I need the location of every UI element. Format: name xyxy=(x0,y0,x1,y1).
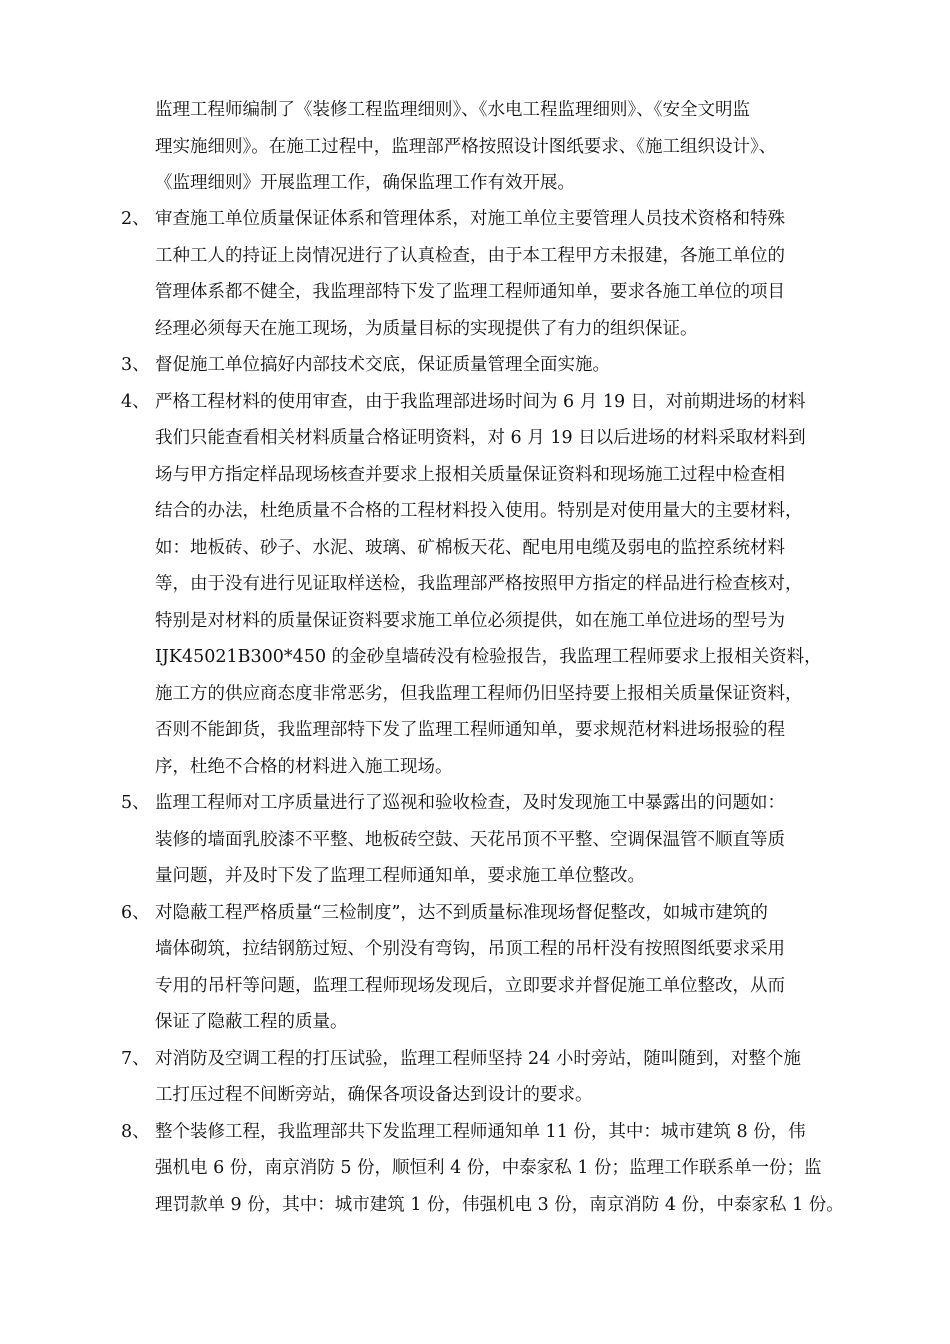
item-line: IJK45021B300*450 的金砂皇墙砖没有检验报告，我监理工程师要求上报相关资料， xyxy=(155,647,822,667)
item-number: 7、 xyxy=(121,1048,150,1069)
intro-paragraph xyxy=(155,92,875,202)
item-number: 8、 xyxy=(121,1121,150,1142)
list-item xyxy=(121,201,881,347)
item-line: 管理体系都不健全，我监理部特下发了监理工程师通知单，要求各施工单位的项目 xyxy=(155,282,785,302)
list-item xyxy=(121,785,881,895)
item-text xyxy=(155,895,881,1041)
item-number: 3、 xyxy=(121,355,150,375)
item-line: 整个装修工程，我监理部共下发监理工程师通知单 11 份，其中：城市建筑 8 份，伟 xyxy=(155,1121,806,1142)
item-line: 对消防及空调工程的打压试验，监理工程师坚持 24 小时旁站，随叫随到，对整个施 xyxy=(155,1048,801,1069)
item-number: 5、 xyxy=(121,793,150,813)
item-text xyxy=(155,1114,881,1224)
item-text xyxy=(155,384,881,786)
item-line: 量问题，并及时下发了监理工程师通知单，要求施工单位整改。 xyxy=(155,866,645,886)
list-item xyxy=(121,384,881,786)
item-text xyxy=(155,1041,881,1114)
item-line: 场与甲方指定样品现场核查并要求上报相关质量保证资料和现场施工过程中检查相 xyxy=(155,464,785,485)
item-text xyxy=(155,347,881,384)
item-line: 序，杜绝不合格的材料进入施工现场。 xyxy=(155,756,453,777)
item-line: 经理必须每天在施工现场，为质量目标的实现提供了有力的组织保证。 xyxy=(155,318,698,339)
item-number: 2、 xyxy=(121,209,150,229)
item-line: 我们只能查看相关材料质量合格证明资料，对 6 月 19 日以后进场的材料采取材料到 xyxy=(155,428,806,448)
item-line: 督促施工单位搞好内部技术交底，保证质量管理全面实施。 xyxy=(155,355,610,375)
item-number: 6、 xyxy=(121,902,150,923)
item-line: 墙体砌筑，拉结钢筋过短、个别没有弯钩，吊顶工程的吊杆没有按照图纸要求采用 xyxy=(155,939,785,959)
item-number: 4、 xyxy=(121,391,150,412)
list-item xyxy=(121,1041,881,1114)
item-line: 工种工人的持证上岗情况进行了认真检查，由于本工程甲方未报建，各施工单位的 xyxy=(155,245,785,266)
item-line: 否则不能卸货，我监理部特下发了监理工程师通知单，要求规范材料进场报验的程 xyxy=(155,720,785,740)
item-line: 专用的吊杆等问题，监理工程师现场发现后，立即要求并督促施工单位整改，从而 xyxy=(155,975,785,996)
item-line: 结合的办法，杜绝质量不合格的工程材料投入使用。特别是对使用量大的主要材料， xyxy=(155,501,803,521)
item-line: 对隐蔽工程严格质量“三检制度”，达不到质量标准现场督促整改，如城市建筑的 xyxy=(155,902,768,923)
item-line: 保证了隐蔽工程的质量。 xyxy=(155,1012,348,1032)
item-text xyxy=(155,785,881,895)
item-text xyxy=(155,201,881,347)
item-line: 工打压过程不间断旁站，确保各项设备达到设计的要求。 xyxy=(155,1085,593,1105)
item-line: 理罚款单 9 份，其中：城市建筑 1 份，伟强机电 3 份，南京消防 4 份，中泰家私 1 份。 xyxy=(155,1194,844,1215)
item-line: 等，由于没有进行见证取样送检，我监理部严格按照甲方指定的样品进行检查核对， xyxy=(155,574,803,594)
item-line: 如：地板砖、砂子、水泥、玻璃、矿棉板天花、配电用电缆及弱电的监控系统材料 xyxy=(155,537,785,558)
numbered-list xyxy=(121,201,881,1223)
intro-line: 监理工程师编制了《装修工程监理细则》、《水电工程监理细则》、《安全文明监 xyxy=(155,100,750,120)
list-item xyxy=(121,1114,881,1224)
item-line: 特别是对材料的质量保证资料要求施工单位必须提供，如在施工单位进场的型号为 xyxy=(155,610,785,631)
intro-line: 《监理细则》开展监理工作，确保监理工作有效开展。 xyxy=(155,173,575,193)
item-line: 施工方的供应商态度非常恶劣，但我监理工程师仍旧坚持要上报相关质量保证资料， xyxy=(155,683,803,704)
item-line: 审查施工单位质量保证体系和管理体系，对施工单位主要管理人员技术资格和特殊 xyxy=(155,209,785,229)
item-line: 严格工程材料的使用审查，由于我监理部进场时间为 6 月 19 日，对前期进场的材料 xyxy=(155,391,806,412)
list-item xyxy=(121,895,881,1041)
item-line: 强机电 6 份，南京消防 5 份，顺恒利 4 份，中泰家私 1 份；监理工作联系单一份；监 xyxy=(155,1158,822,1178)
item-line: 装修的墙面乳胶漆不平整、地板砖空鼓、天花吊顶不平整、空调保温管不顺直等质 xyxy=(155,829,785,850)
item-line: 监理工程师对工序质量进行了巡视和验收检查，及时发现施工中暴露出的问题如： xyxy=(155,793,785,813)
intro-line: 理实施细则》。在施工过程中，监理部严格按照设计图纸要求、《施工组织设计》、 xyxy=(155,136,777,157)
list-item xyxy=(121,347,881,384)
